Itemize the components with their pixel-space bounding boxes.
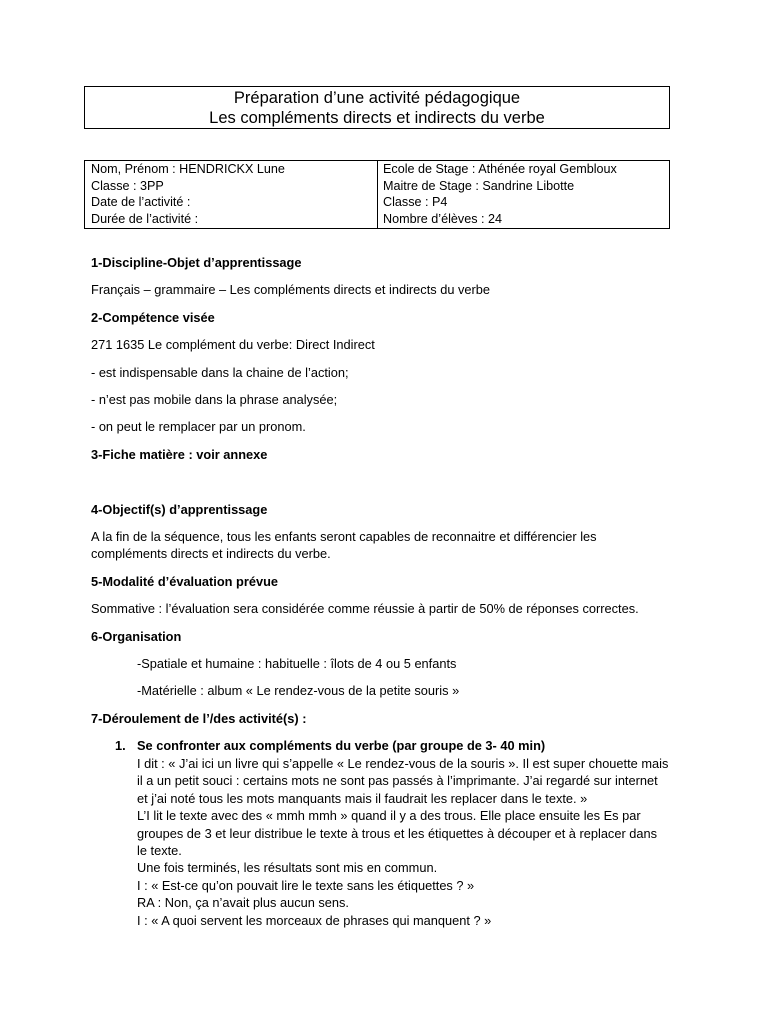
student-name: Nom, Prénom : HENDRICKX Lune [91,162,285,176]
section-4-line: A la fin de la séquence, tous les enfants seront capables de reconnaitre et différencier les [91,529,597,545]
info-table [84,160,670,229]
section-4-line: compléments directs et indirects du verbe. [91,546,331,562]
document-title: Préparation d’une activité pédagogique [233,89,521,107]
section-1-text: Français – grammaire – Les compléments directs et indirects du verbe [91,282,491,298]
step-text-line: I : « Est-ce qu’on pouvait lire le texte sans les étiquettes ? » [137,877,475,893]
section-5-text: Sommative : l’évaluation sera considérée comme réussie à partir de 50% de réponses correctes. [91,601,639,617]
section-5-heading: 5-Modalité d’évaluation prévue [91,573,279,589]
document-subtitle: Les compléments directs et indirects du verbe [209,109,545,127]
internship-school: Ecole de Stage : Athénée royal Gembloux [383,162,617,176]
organisation-item-spatial: -Spatiale et humaine : habituelle : îlots de 4 ou 5 enfants [137,656,457,672]
blank-line [91,473,701,490]
organisation-item-material: -Matérielle : album « Le rendez-vous de la petite souris » [137,683,460,699]
step-text-line: RA : Non, ça n’avait plus aucun sens. [137,895,349,911]
activity-date: Date de l’activité : [91,195,191,210]
section-2-heading: 2-Compétence visée [91,309,215,325]
info-column-left [85,161,377,228]
step-number: 1. [115,738,126,754]
document-body [91,254,701,929]
section-6-heading: 6-Organisation [91,628,182,644]
section-2-text: 271 1635 Le complément du verbe: Direct Indirect [91,337,375,353]
section-2-criterion: - est indispensable dans la chaine de l’action; [91,364,349,380]
section-7-heading: 7-Déroulement de l’/des activité(s) : [91,710,307,726]
section-1-heading: 1-Discipline-Objet d’apprentissage [91,255,302,270]
step-text-line: I dit : « J’ai ici un livre qui s’appelle « Le rendez-vous de la souris ». Il est super chouette mais [137,755,669,771]
step-text-line: I : « A quoi servent les morceaux de phrases qui manquent ? » [137,912,492,928]
student-class: Classe : 3PP [91,178,164,193]
step-text-line: le texte. [137,843,182,859]
pupil-class: Classe : P4 [383,195,448,210]
step-title: Se confronter aux compléments du verbe (par groupe de 3- 40 min) [137,738,546,754]
section-2-criterion: - on peut le remplacer par un pronom. [91,419,306,435]
info-column-right [377,161,669,228]
internship-supervisor: Maitre de Stage : Sandrine Libotte [383,178,575,193]
activity-duration: Durée de l’activité : [91,211,199,226]
pupil-count: Nombre d’élèves : 24 [383,211,503,226]
activity-step [91,737,701,929]
step-text-line: groupes de 3 et leur distribue le texte à trous et les étiquettes à découper et à replacer dans [137,825,658,841]
section-2-criterion: - n’est pas mobile dans la phrase analysée; [91,392,338,408]
section-4-paragraph [91,528,701,563]
section-4-heading: 4-Objectif(s) d’apprentissage [91,501,268,517]
title-box [84,86,670,129]
step-text-line: et j’ai noté tous les mots manquants mais il faudrait les replacer dans le texte. » [137,790,588,806]
step-text-line: Une fois terminés, les résultats sont mis en commun. [137,860,438,876]
step-text-line: il a un petit souci : certains mots ne sont pas passés à l’imprimante. J’ai regardé sur internet [137,773,658,789]
step-text-line: L’I lit le texte avec des « mmh mmh » quand il y a des trous. Elle place ensuite les Es par [137,808,641,824]
section-3-heading: 3-Fiche matière : voir annexe [91,446,268,462]
